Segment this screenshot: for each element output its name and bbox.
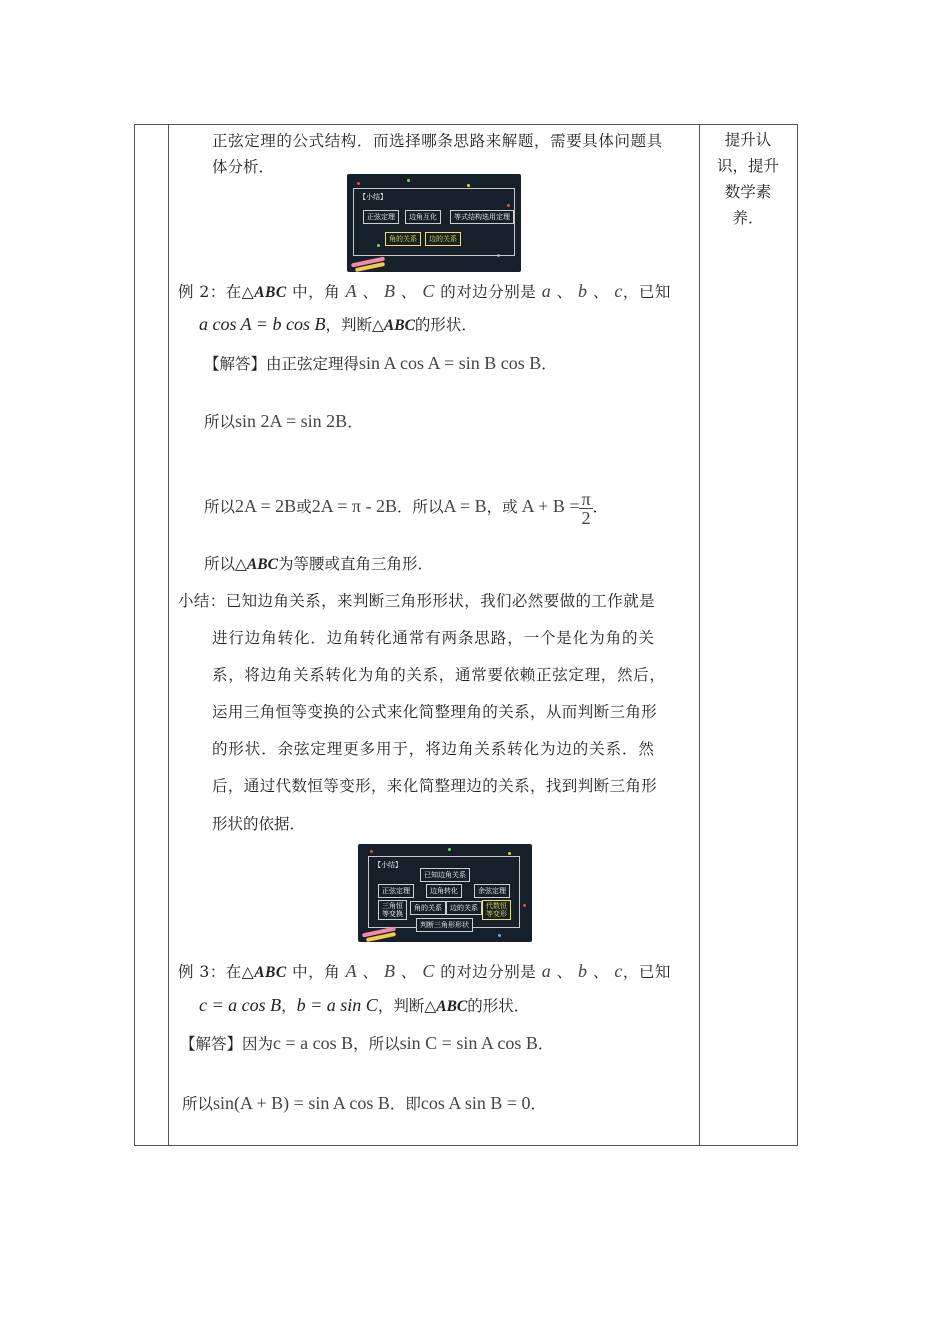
triangle-name: ABC (383, 317, 415, 334)
slide-box: 正弦定理 (363, 210, 399, 224)
text: ，判断△ (325, 316, 384, 334)
math-var: C (422, 281, 435, 301)
slide-box: 已知边角关系 (420, 868, 470, 882)
math-var: B (383, 281, 396, 301)
text: 或 (296, 498, 312, 516)
example-2-conclusion (204, 553, 433, 576)
text: ，判断△ (377, 997, 437, 1015)
column-divider-left (168, 125, 169, 1145)
side-note-line: 数学素 (724, 183, 772, 201)
solution-math: sin A cos A = sin B cos B (359, 353, 542, 373)
text: 所以△ (204, 555, 247, 573)
example-2-condition (199, 313, 477, 337)
text: ． (592, 498, 609, 516)
summary-slide-image-1 (347, 174, 521, 272)
math-var: b (578, 961, 588, 981)
slide-box: 正弦定理 (378, 884, 414, 898)
example-2-step (204, 410, 363, 433)
step-math: 2A = π - 2B (311, 496, 397, 516)
text: 中，角 (286, 283, 346, 301)
side-note-line: 养． (732, 209, 764, 227)
step-math: sin(A + B) = sin A cos B (213, 1093, 390, 1113)
column-divider-right (699, 125, 700, 1145)
text: 、 (395, 963, 423, 981)
math-var: A (345, 961, 358, 981)
example-3-condition (199, 994, 529, 1018)
condition-math: c = a cos B (199, 995, 282, 1015)
fraction-denominator: 2 (581, 507, 591, 528)
summary-line: 系，将边角关系转化为角的关系，通常要依赖正弦定理，然后， (212, 666, 666, 684)
math-var: a (541, 961, 552, 981)
text: ． (530, 1095, 547, 1113)
text: ．所以 (396, 498, 444, 516)
side-note-line: 提升认 (724, 131, 772, 149)
text: 、 (551, 283, 579, 301)
summary-line: 小结：已知边角关系，来判断三角形形状，我们必然要做的工作就是 (178, 592, 656, 610)
triangle-name: ABC (254, 964, 287, 981)
slide-box: 等式结构选用定理 (450, 210, 514, 224)
decor-dot (508, 852, 511, 855)
math-var: c (614, 961, 623, 981)
decor-dot (498, 934, 501, 937)
text: ． (541, 355, 557, 373)
slide-box: 边的关系 (425, 232, 461, 246)
step-math: 2A = 2B (235, 496, 297, 516)
text: ，已知 (622, 283, 671, 301)
text: 的对边分别是 (434, 963, 542, 981)
summary-line: 形状的依据． (212, 815, 306, 833)
triangle-name: ABC (436, 998, 468, 1015)
step-math: A = B (443, 496, 487, 516)
text: 为等腰或直角三角形． (277, 555, 433, 573)
text: ， (281, 997, 297, 1015)
condition-math: a cos A = b cos B (199, 314, 326, 334)
text: ，所以 (353, 1035, 400, 1053)
text: 、 (587, 283, 615, 301)
slide-box: 边的关系 (446, 901, 482, 915)
slide-tag: 【小结】 (359, 193, 387, 201)
text: 例 3：在△ (178, 963, 255, 981)
slide-box: 余弦定理 (474, 884, 510, 898)
text: ． (537, 1035, 554, 1053)
text: 中，角 (286, 963, 346, 981)
solution-math: c = a cos B (273, 1033, 354, 1053)
math-var: C (422, 961, 435, 981)
example-2-statement (178, 280, 671, 304)
text: 例 2：在△ (178, 283, 255, 301)
summary-slide-image-2 (358, 844, 532, 942)
text: ，已知 (622, 963, 671, 981)
math-var: c (614, 281, 623, 301)
text: 【解答】因为 (180, 1035, 274, 1053)
decor-dot (407, 179, 410, 182)
text: 、 (587, 963, 615, 981)
slide-box: 边角互化 (405, 210, 441, 224)
example-2-solution (204, 352, 557, 375)
slide-box: 判断三角形形状 (416, 918, 473, 932)
fraction (579, 490, 592, 527)
step-math: sin 2A = sin 2B (235, 411, 348, 431)
math-var: A (345, 281, 358, 301)
summary-line: 后，通过代数恒等变形，来化简整理边的关系，找到判断三角形 (212, 777, 658, 795)
math-var: B (383, 961, 396, 981)
solution-math: sin C = sin A cos B (399, 1033, 538, 1053)
slide-box: 代数恒 等变形 (482, 900, 511, 920)
triangle-name: ABC (254, 284, 287, 301)
summary-line: 运用三角恒等变换的公式来化简整理角的关系，从而判断三角形 (212, 703, 658, 721)
text: 、 (357, 963, 384, 981)
math-var: a (541, 281, 552, 301)
intro-line: 正弦定理的公式结构．而选择哪条思路来解题，需要具体问题具 (212, 132, 663, 150)
text: 所以 (204, 413, 236, 431)
side-note (703, 127, 793, 231)
intro-line: 体分析． (212, 158, 275, 176)
example-2-step (204, 476, 608, 537)
text: ．即 (389, 1095, 421, 1113)
text: 【解答】由正弦定理得 (204, 355, 360, 373)
text: 的形状． (414, 316, 477, 334)
example-3-solution (180, 1032, 553, 1055)
step-math: cos A sin B = 0 (420, 1093, 531, 1113)
text: ． (347, 413, 363, 431)
side-note-line: 识，提升 (716, 157, 779, 175)
text: 所以 (204, 498, 236, 516)
step-math: A + B = (521, 496, 580, 516)
decor-dot (448, 848, 451, 851)
text: 所以 (182, 1095, 214, 1113)
slide-box: 角的关系 (385, 232, 421, 246)
fraction-numerator: π (581, 488, 591, 509)
example-3-step (182, 1092, 546, 1115)
text: 、 (357, 283, 384, 301)
text: 、 (551, 963, 579, 981)
slide-box: 三角恒 等变换 (378, 900, 407, 920)
decor-dot (467, 184, 470, 187)
summary-line: 进行边角转化．边角转化通常有两条思路，一个是化为角的关 (212, 629, 655, 647)
decor-dot (357, 182, 360, 185)
example-3-statement (178, 960, 671, 984)
slide-box: 角的关系 (410, 901, 446, 915)
slide-box: 边角转化 (426, 884, 462, 898)
text: 、 (395, 283, 423, 301)
text: ，或 (486, 498, 518, 516)
math-var: b (578, 281, 588, 301)
condition-math: b = a sin C (296, 995, 378, 1015)
summary-line: 的形状．余弦定理更多用于，将边角关系转化为边的关系．然 (212, 740, 655, 758)
decor-dot (523, 904, 526, 907)
text: 的形状． (467, 997, 530, 1015)
text: 的对边分别是 (434, 283, 542, 301)
decor-dot (370, 850, 373, 853)
slide-tag: 【小结】 (374, 861, 402, 869)
triangle-name: ABC (246, 556, 278, 573)
